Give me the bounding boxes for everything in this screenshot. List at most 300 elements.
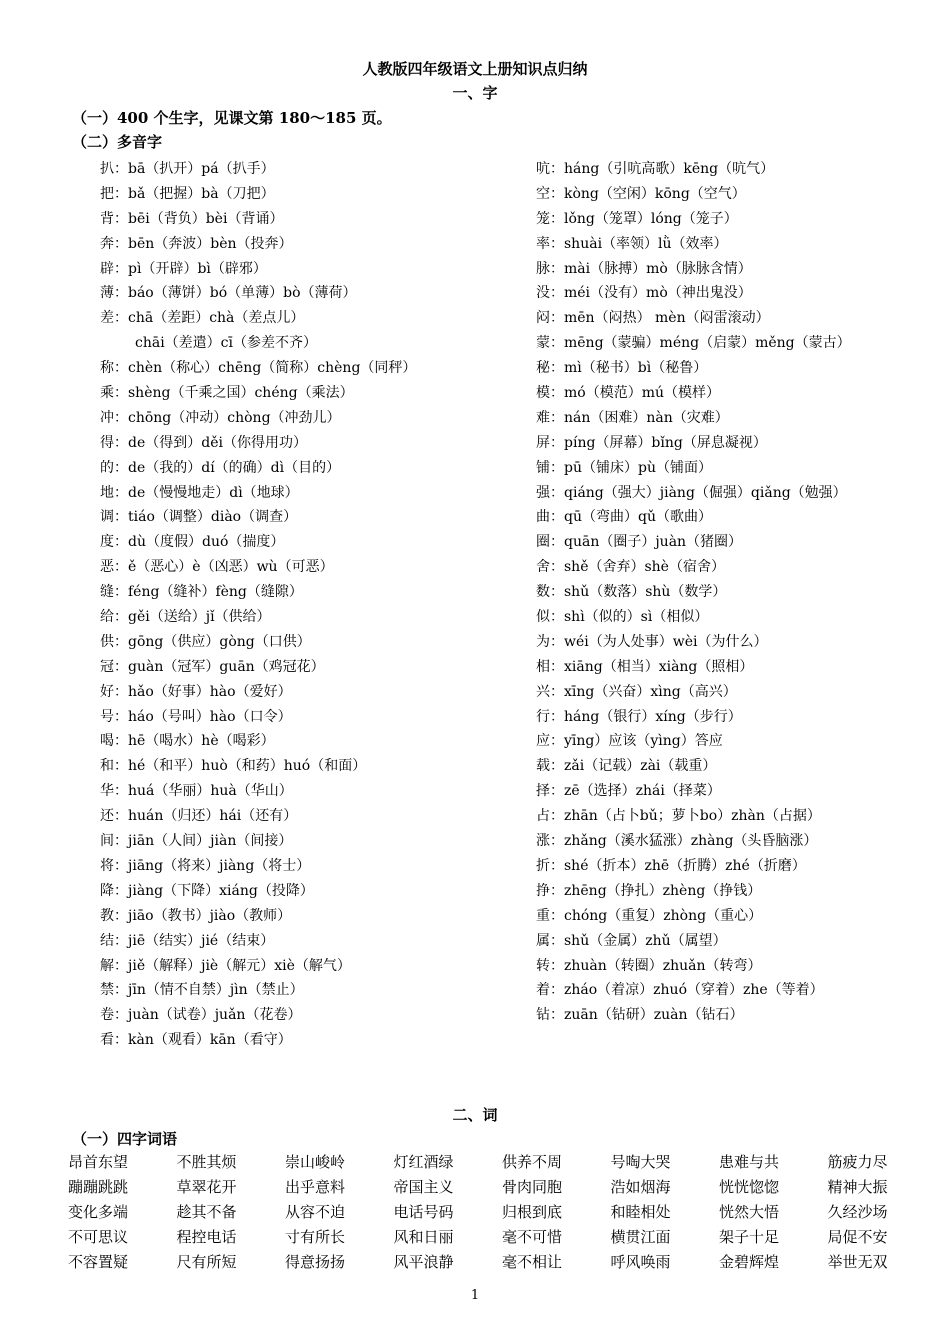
- word-cell: 电话号码: [393, 1203, 454, 1221]
- polyphonic-character: 禁: [100, 982, 114, 999]
- polyphonic-readings: de（慢慢地走）dì（地球）: [128, 484, 299, 501]
- polyphonic-character: 喝: [100, 733, 114, 750]
- polyphonic-character: 吭: [536, 161, 550, 177]
- polyphonic-readings: shuài（率领）lǜ（效率）: [564, 235, 728, 252]
- polyphonic-character: 笼: [536, 210, 550, 227]
- colon-separator: ：: [550, 957, 564, 974]
- colon-separator: ：: [550, 758, 564, 775]
- polyphonic-entry: [536, 879, 851, 904]
- polyphonic-entry: [100, 481, 416, 506]
- colon-separator: ：: [550, 409, 564, 426]
- polyphonic-character: 蒙: [536, 335, 550, 352]
- colon-separator: ：: [114, 783, 128, 800]
- polyphonic-character: 涨: [536, 833, 550, 850]
- polyphonic-entry: [100, 505, 416, 530]
- polyphonic-character: 供: [100, 633, 114, 650]
- polyphonic-entry: [536, 207, 851, 232]
- polyphonic-readings: juàn（试卷）juǎn（花卷）: [128, 1007, 302, 1024]
- colon-separator: ：: [114, 733, 128, 750]
- word-cell: 供养不周: [502, 1153, 563, 1171]
- polyphonic-readings: shì（似的）sì（相似）: [564, 609, 709, 626]
- polyphonic-character: 难: [536, 409, 550, 426]
- section-heading-characters: 一、字: [452, 84, 498, 102]
- polyphonic-character: 解: [100, 957, 114, 974]
- colon-separator: ：: [114, 260, 128, 277]
- polyphonic-character: 地: [100, 484, 114, 501]
- polyphonic-readings: chāi（差遣）cī（参差不齐）: [135, 335, 317, 352]
- polyphonic-readings: féng（缝补）fèng（缝隙）: [128, 584, 303, 601]
- word-cell: 呼风唤雨: [610, 1253, 671, 1271]
- polyphonic-readings: qiáng（强大）jiàng（倔强）qiǎng（勉强）: [564, 484, 847, 501]
- colon-separator: ：: [114, 534, 128, 551]
- polyphonic-character: 教: [100, 907, 114, 924]
- polyphonic-entry: [536, 978, 851, 1003]
- colon-separator: ：: [114, 1032, 128, 1049]
- polyphonic-entry: [100, 929, 416, 954]
- polyphonic-readings: zhuàn（转圈）zhuǎn（转弯）: [564, 957, 762, 974]
- polyphonic-readings: chā（差距）chà（差点儿）: [128, 310, 305, 327]
- polyphonic-character: 空: [536, 185, 550, 202]
- polyphonic-character: 模: [536, 385, 550, 402]
- colon-separator: ：: [550, 633, 564, 650]
- polyphonic-entry: [536, 481, 851, 506]
- word-cell: 恍恍惚惚: [719, 1178, 780, 1196]
- polyphonic-character: 缝: [100, 584, 114, 601]
- polyphonic-entry: [100, 281, 416, 306]
- colon-separator: ：: [550, 185, 564, 202]
- word-cell: 架子十足: [719, 1228, 780, 1246]
- colon-separator: ：: [114, 559, 128, 576]
- polyphonic-entry: [536, 555, 851, 580]
- polyphonic-readings: gěi（送给）jǐ（供给）: [128, 609, 271, 626]
- word-cell: 不胜其烦: [176, 1153, 237, 1171]
- polyphonic-entry: [536, 854, 851, 879]
- polyphonic-character: 号: [100, 708, 114, 725]
- colon-separator: ：: [550, 509, 564, 526]
- polyphonic-readings: huán（归还）hái（还有）: [128, 808, 298, 825]
- polyphonic-readings: guàn（冠军）guān（鸡冠花）: [128, 658, 325, 675]
- word-row: [68, 1200, 908, 1225]
- colon-separator: ：: [550, 584, 564, 601]
- polyphonic-character: 冲: [100, 409, 114, 426]
- polyphonic-readings: ě（恶心）è（凶恶）wù（可恶）: [128, 559, 334, 576]
- document-title: 人教版四年级语文上册知识点归纳: [362, 60, 588, 78]
- polyphonic-readings: bēi（背负）bèi（背诵）: [128, 210, 284, 227]
- colon-separator: ：: [550, 335, 564, 352]
- polyphonic-readings: hē（喝水）hè（喝彩）: [128, 733, 275, 750]
- polyphonic-entry: [100, 555, 416, 580]
- colon-separator: ：: [550, 683, 564, 700]
- polyphonic-entry: [536, 381, 851, 406]
- polyphonic-character: 转: [536, 957, 550, 974]
- polyphonic-entry: [100, 207, 416, 232]
- polyphonic-entry: [536, 505, 851, 530]
- polyphonic-entry: [100, 904, 416, 929]
- polyphonic-entry: [100, 157, 416, 182]
- polyphonic-readings: zháo（着凉）zhuó（穿着）zhe（等着）: [564, 982, 824, 999]
- polyphonic-readings: jiàng（下降）xiáng（投降）: [128, 882, 314, 899]
- polyphonic-readings: zǎi（记载）zài（载重）: [564, 758, 717, 775]
- colon-separator: ：: [550, 260, 564, 277]
- polyphonic-character: 曲: [536, 509, 550, 526]
- polyphonic-character: 率: [536, 235, 550, 252]
- word-cell: 举世无双: [827, 1253, 888, 1271]
- polyphonic-character: 重: [536, 907, 550, 924]
- colon-separator: ：: [114, 459, 128, 476]
- colon-separator: ：: [114, 758, 128, 775]
- colon-separator: ：: [550, 783, 564, 800]
- polyphonic-readings: shě（舍弃）shè（宿舍）: [564, 559, 725, 576]
- polyphonic-entry: [100, 1028, 416, 1053]
- polyphonic-readings: jīn（情不自禁）jìn（禁止）: [128, 982, 304, 999]
- word-cell: 昂首东望: [68, 1153, 129, 1171]
- colon-separator: ：: [114, 907, 128, 924]
- polyphonic-character: 占: [536, 808, 550, 825]
- polyphonic-character: 薄: [100, 285, 114, 302]
- polyphonic-character: 脉: [536, 260, 550, 277]
- polyphonic-readings: zhān（占卜bǔ；萝卜bo）zhàn（占据）: [564, 808, 821, 825]
- polyphonic-readings: pū（铺床）pù（铺面）: [564, 459, 712, 476]
- polyphonic-readings: de（得到）děi（你得用功）: [128, 434, 307, 451]
- word-cell: 风平浪静: [393, 1253, 454, 1271]
- polyphonic-entry: [100, 729, 416, 754]
- polyphonic-entry: [536, 182, 851, 207]
- colon-separator: ：: [114, 484, 128, 501]
- polyphonic-character: 和: [100, 758, 114, 775]
- polyphonic-entry: [100, 854, 416, 879]
- colon-separator: ：: [550, 907, 564, 924]
- polyphonic-readings: shèng（千乘之国）chéng（乘法）: [128, 385, 354, 402]
- polyphonic-character: 数: [536, 584, 550, 601]
- polyphonic-readings: píng（屏幕）bǐng（屏息凝视）: [564, 434, 767, 451]
- polyphonic-entry: [100, 232, 416, 257]
- polyphonic-entry: [536, 257, 851, 282]
- polyphonic-readings: quān（圈子）juàn（猪圈）: [564, 534, 743, 551]
- polyphonic-list-left: [100, 157, 416, 1053]
- colon-separator: ：: [114, 833, 128, 850]
- colon-separator: ：: [550, 609, 564, 626]
- polyphonic-readings: hé（和平）huò（和药）huó（和面）: [128, 758, 367, 775]
- polyphonic-character: 折: [536, 857, 550, 874]
- polyphonic-character: 给: [100, 609, 114, 626]
- colon-separator: ：: [114, 434, 128, 451]
- colon-separator: ：: [550, 1007, 564, 1024]
- polyphonic-readings: háo（号叫）hào（口令）: [128, 708, 292, 725]
- polyphonic-readings: zuān（钻研）zuàn（钻石）: [564, 1007, 744, 1024]
- polyphonic-readings: tiáo（调整）diào（调查）: [128, 509, 298, 526]
- polyphonic-readings: xiāng（相当）xiàng（照相）: [564, 658, 754, 675]
- colon-separator: ：: [550, 708, 564, 725]
- polyphonic-entry: [536, 655, 851, 680]
- polyphonic-readings: zē（选择）zhái（择菜）: [564, 783, 721, 800]
- colon-separator: ：: [550, 857, 564, 874]
- polyphonic-readings: bēn（奔波）bèn（投奔）: [128, 235, 293, 252]
- polyphonic-readings: de（我的）dí（的确）dì（目的）: [128, 459, 341, 476]
- word-row: [68, 1225, 908, 1250]
- polyphonic-entry: [100, 829, 416, 854]
- polyphonic-entry: [100, 680, 416, 705]
- word-cell: 毫不相让: [502, 1253, 563, 1271]
- polyphonic-character: 好: [100, 683, 114, 700]
- word-cell: 得意扬扬: [285, 1253, 346, 1271]
- colon-separator: ：: [114, 982, 128, 999]
- polyphonic-character: 铺: [536, 459, 550, 476]
- polyphonic-entry: [536, 705, 851, 730]
- polyphonic-readings: jiāo（教书）jiào（教师）: [128, 907, 292, 924]
- colon-separator: ：: [550, 385, 564, 402]
- polyphonic-character: 恶: [100, 559, 114, 576]
- polyphonic-entry: [100, 381, 416, 406]
- polyphonic-character: 没: [536, 285, 550, 302]
- colon-separator: ：: [114, 683, 128, 700]
- polyphonic-entry: [536, 630, 851, 655]
- polyphonic-readings: jiē（结实）jié（结束）: [128, 932, 275, 949]
- polyphonic-character: 行: [536, 708, 550, 725]
- polyphonic-character: 兴: [536, 683, 550, 700]
- colon-separator: ：: [114, 957, 128, 974]
- colon-separator: ：: [114, 1007, 128, 1024]
- colon-separator: ：: [550, 733, 564, 750]
- word-cell: 不容置疑: [68, 1253, 129, 1271]
- word-cell: 号啕大哭: [610, 1153, 671, 1171]
- polyphonic-readings: jiāng（将来）jiàng（将士）: [128, 857, 311, 874]
- colon-separator: ：: [550, 658, 564, 675]
- colon-separator: ：: [550, 360, 564, 377]
- colon-separator: ：: [114, 285, 128, 302]
- polyphonic-entry: [536, 605, 851, 630]
- colon-separator: ：: [114, 857, 128, 874]
- polyphonic-readings: bǎ（把握）bà（刀把）: [128, 185, 275, 202]
- colon-separator: ：: [114, 310, 128, 327]
- polyphonic-readings: kòng（空闲）kōng（空气）: [564, 185, 746, 202]
- polyphonic-character: 奔: [100, 235, 114, 252]
- word-cell: 筋疲力尽: [827, 1153, 888, 1171]
- polyphonic-character: 相: [536, 658, 550, 675]
- colon-separator: ：: [114, 235, 128, 252]
- word-cell: 久经沙场: [827, 1203, 888, 1221]
- polyphonic-readings: kàn（观看）kān（看守）: [128, 1032, 292, 1049]
- polyphonic-readings: jiān（人间）jiàn（间接）: [128, 833, 293, 850]
- polyphonic-entry: [100, 1003, 416, 1028]
- polyphonic-entry: [100, 954, 416, 979]
- polyphonic-character: 将: [100, 857, 114, 874]
- polyphonic-character: 着: [536, 982, 550, 999]
- page-number: 1: [470, 1288, 480, 1303]
- polyphonic-entry: [536, 306, 851, 331]
- word-cell: 蹦蹦跳跳: [68, 1178, 129, 1196]
- polyphonic-readings: báo（薄饼）bó（单薄）bò（薄荷）: [128, 285, 357, 302]
- polyphonic-readings: mēn（闷热） mèn（闷雷滚动）: [564, 310, 770, 327]
- polyphonic-character: 圈: [536, 534, 550, 551]
- polyphonic-entry: [100, 257, 416, 282]
- subheading-polyphonic: （二）多音字: [72, 133, 163, 151]
- polyphonic-entry: [100, 978, 416, 1003]
- four-char-word-table: [68, 1150, 908, 1275]
- polyphonic-entry: [100, 779, 416, 804]
- polyphonic-entry: [536, 232, 851, 257]
- polyphonic-readings: nán（困难）nàn（灾难）: [564, 409, 729, 426]
- word-cell: 出乎意料: [285, 1178, 346, 1196]
- polyphonic-readings: zhēng（挣扎）zhèng（挣钱）: [564, 882, 762, 899]
- polyphonic-entry: [100, 754, 416, 779]
- polyphonic-entry: [536, 580, 851, 605]
- colon-separator: ：: [550, 882, 564, 899]
- polyphonic-entry: [536, 904, 851, 929]
- polyphonic-readings: lǒng（笼罩）lóng（笼子）: [564, 210, 738, 227]
- polyphonic-readings: chōng（冲动）chòng（冲劲儿）: [128, 409, 341, 426]
- word-cell: 尺有所短: [176, 1253, 237, 1271]
- polyphonic-entry: [100, 331, 416, 356]
- polyphonic-entry: [536, 331, 851, 356]
- word-cell: 风和日丽: [393, 1228, 454, 1246]
- word-cell: 骨肉同胞: [502, 1178, 563, 1196]
- polyphonic-entry: [536, 779, 851, 804]
- polyphonic-character: 调: [100, 509, 114, 526]
- polyphonic-character: 得: [100, 434, 114, 451]
- polyphonic-character: 闷: [536, 310, 550, 327]
- colon-separator: ：: [550, 534, 564, 551]
- polyphonic-entry: [536, 356, 851, 381]
- colon-separator: ：: [550, 808, 564, 825]
- polyphonic-character: 间: [100, 833, 114, 850]
- word-cell: 帝国主义: [393, 1178, 454, 1196]
- word-cell: 浩如烟海: [610, 1178, 671, 1196]
- colon-separator: ：: [114, 161, 128, 177]
- polyphonic-character: 度: [100, 534, 114, 551]
- polyphonic-entry: [100, 705, 416, 730]
- colon-separator: ：: [114, 210, 128, 227]
- polyphonic-entry: [536, 281, 851, 306]
- colon-separator: ：: [550, 310, 564, 327]
- subheading-new-characters: （一）400 个生字，见课文第 180～185 页。: [72, 109, 392, 127]
- polyphonic-readings: shé（折本）zhē（折腾）zhé（折磨）: [564, 857, 806, 874]
- word-cell: 精神大振: [827, 1178, 888, 1196]
- colon-separator: ：: [550, 210, 564, 227]
- polyphonic-entry: [100, 182, 416, 207]
- polyphonic-readings: huá（华丽）huà（华山）: [128, 783, 293, 800]
- polyphonic-entry: [536, 804, 851, 829]
- polyphonic-character: 称: [100, 360, 114, 377]
- polyphonic-list-right: [536, 157, 851, 1028]
- polyphonic-readings: jiě（解释）jiè（解元）xiè（解气）: [128, 957, 351, 974]
- polyphonic-character: 看: [100, 1032, 114, 1049]
- word-cell: 程控电话: [176, 1228, 237, 1246]
- colon-separator: ：: [114, 932, 128, 949]
- polyphonic-entry: [536, 680, 851, 705]
- subheading-four-char-words: （一）四字词语: [72, 1130, 178, 1148]
- word-cell: 和睦相处: [610, 1203, 671, 1221]
- colon-separator: ：: [550, 459, 564, 476]
- word-cell: 趁其不备: [176, 1203, 237, 1221]
- colon-separator: ：: [114, 808, 128, 825]
- polyphonic-character: 冠: [100, 658, 114, 675]
- colon-separator: ：: [114, 385, 128, 402]
- colon-separator: ：: [114, 409, 128, 426]
- word-row: [68, 1250, 908, 1275]
- colon-separator: ：: [550, 833, 564, 850]
- polyphonic-entry: [100, 655, 416, 680]
- colon-separator: ：: [550, 484, 564, 501]
- polyphonic-readings: bā（扒开）pá（扒手）: [128, 161, 275, 177]
- colon-separator: ：: [550, 235, 564, 252]
- word-cell: 患难与共: [719, 1153, 780, 1171]
- polyphonic-character: 秘: [536, 360, 550, 377]
- polyphonic-entry: [100, 431, 416, 456]
- colon-separator: ：: [114, 509, 128, 526]
- polyphonic-character: 强: [536, 484, 550, 501]
- polyphonic-entry: [100, 306, 416, 331]
- polyphonic-entry: [100, 530, 416, 555]
- word-cell: 从容不迫: [285, 1203, 346, 1221]
- word-cell: 恍然大悟: [719, 1203, 780, 1221]
- polyphonic-character: 舍: [536, 559, 550, 576]
- polyphonic-entry: [536, 406, 851, 431]
- polyphonic-readings: háng（银行）xíng（步行）: [564, 708, 742, 725]
- polyphonic-character: 辟: [100, 260, 114, 277]
- polyphonic-entry: [100, 630, 416, 655]
- word-cell: 不可思议: [68, 1228, 129, 1246]
- polyphonic-readings: gōng（供应）gòng（口供）: [128, 633, 311, 650]
- polyphonic-readings: hǎo（好事）hào（爱好）: [128, 683, 292, 700]
- polyphonic-readings: shǔ（金属）zhǔ（属望）: [564, 932, 727, 949]
- polyphonic-character: 钻: [536, 1007, 550, 1024]
- polyphonic-entry: [100, 879, 416, 904]
- polyphonic-readings: chèn（称心）chēng（简称）chèng（同秤）: [128, 360, 417, 377]
- polyphonic-character: 应: [536, 733, 550, 750]
- colon-separator: ：: [550, 932, 564, 949]
- polyphonic-readings: yīng）应该（yìng）答应: [564, 733, 723, 750]
- polyphonic-readings: zhǎng（溪水猛涨）zhàng（头昏脑涨）: [564, 833, 818, 850]
- polyphonic-character: 结: [100, 932, 114, 949]
- polyphonic-entry: [536, 431, 851, 456]
- polyphonic-character: 择: [536, 783, 550, 800]
- polyphonic-character: 把: [100, 185, 114, 202]
- polyphonic-readings: mì（秘书）bì（秘鲁）: [564, 360, 708, 377]
- polyphonic-entry: [100, 456, 416, 481]
- polyphonic-entry: [100, 356, 416, 381]
- word-cell: 崇山峻岭: [285, 1153, 346, 1171]
- polyphonic-readings: qū（弯曲）qǔ（歌曲）: [564, 509, 712, 526]
- colon-separator: ：: [114, 185, 128, 202]
- polyphonic-readings: méi（没有）mò（神出鬼没）: [564, 285, 752, 302]
- section-heading-words: 二、词: [452, 1106, 498, 1124]
- polyphonic-character: 载: [536, 758, 550, 775]
- word-cell: 局促不安: [827, 1228, 888, 1246]
- polyphonic-character: 似: [536, 609, 550, 626]
- colon-separator: ：: [114, 708, 128, 725]
- polyphonic-entry: [100, 580, 416, 605]
- polyphonic-readings: pì（开辟）bì（辟邪）: [128, 260, 267, 277]
- polyphonic-character: 差: [100, 310, 114, 327]
- colon-separator: ：: [114, 658, 128, 675]
- polyphonic-entry: [536, 456, 851, 481]
- polyphonic-entry: [536, 929, 851, 954]
- polyphonic-character: 挣: [536, 882, 550, 899]
- colon-separator: ：: [550, 285, 564, 302]
- polyphonic-entry: [536, 1003, 851, 1028]
- polyphonic-entry: [536, 530, 851, 555]
- colon-separator: ：: [550, 434, 564, 451]
- colon-separator: ：: [550, 559, 564, 576]
- word-cell: 寸有所长: [285, 1228, 346, 1246]
- colon-separator: ：: [114, 882, 128, 899]
- polyphonic-entry: [536, 954, 851, 979]
- word-cell: 金碧辉煌: [719, 1253, 780, 1271]
- colon-separator: ：: [114, 360, 128, 377]
- colon-separator: ：: [114, 633, 128, 650]
- polyphonic-entry: [100, 804, 416, 829]
- polyphonic-character: 降: [100, 882, 114, 899]
